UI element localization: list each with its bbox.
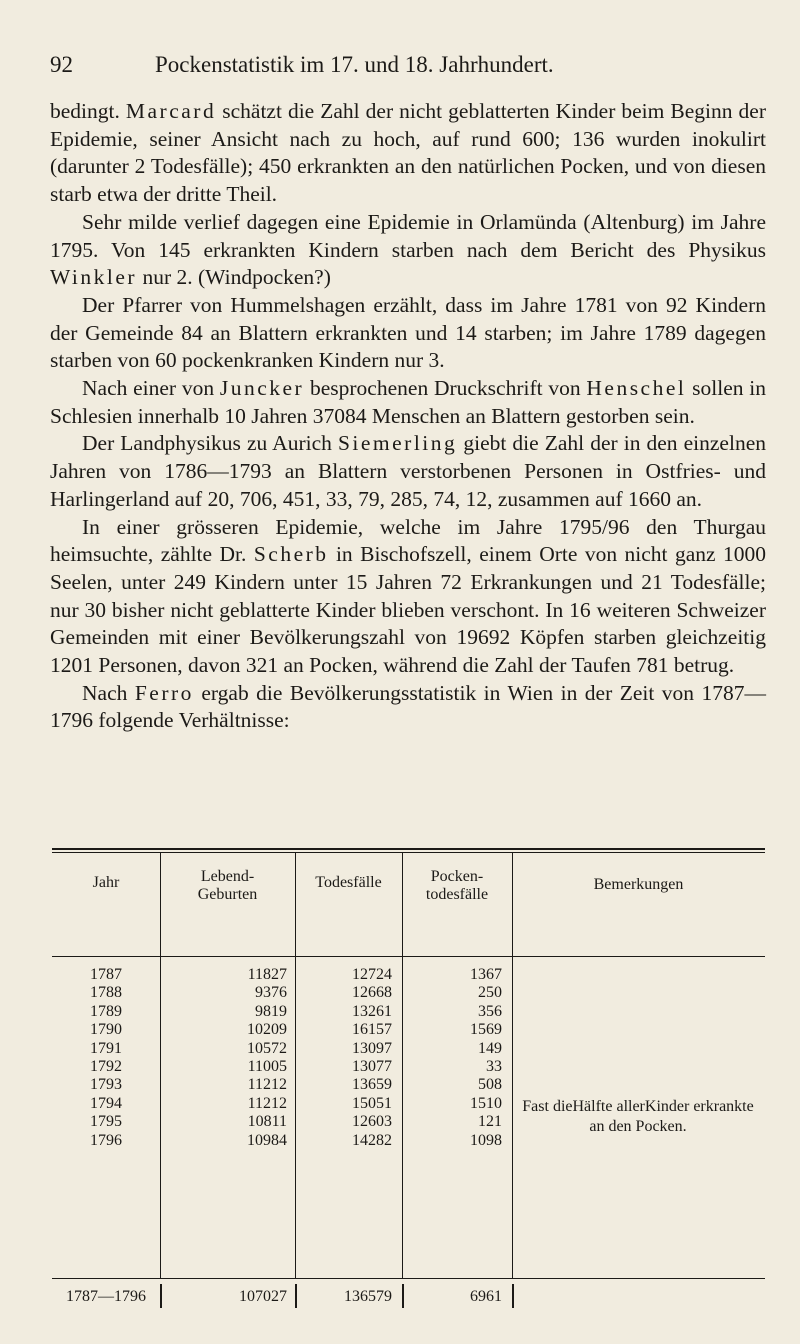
smallpox-deaths-cell: 250	[478, 984, 502, 1002]
total-label: 1787—1796	[66, 1288, 146, 1305]
smallpox-deaths-cell: 1569	[470, 1021, 502, 1039]
paragraph	[50, 430, 766, 513]
births-cell: 9376	[255, 984, 287, 1002]
births-cell: 10984	[247, 1131, 287, 1149]
body-text	[50, 98, 766, 735]
smallpox-deaths-cell: 1510	[470, 1094, 502, 1112]
author-name: Ferro	[134, 680, 194, 705]
table-top-rule	[52, 848, 765, 850]
smallpox-deaths-cell: 121	[478, 1113, 502, 1131]
column-header: Lebend- Geburten	[197, 868, 258, 903]
deaths-cell: 16157	[352, 1021, 392, 1039]
text-run: giebt die Zahl der in den einzelnen Jahren von 1786—1793 an Blattern verstorbenen Personen in Ostfries- und Harlingerland auf 20, 706, 451, 33, 79, 285, 74, 12, zusammen auf 1660 an.	[50, 431, 766, 511]
paragraph	[50, 292, 766, 375]
year-cell: 1790	[90, 1021, 122, 1039]
column-header: Bemerkungen	[593, 876, 684, 893]
paragraph	[50, 680, 766, 735]
births-cell: 10572	[247, 1039, 287, 1057]
births-cell: 10209	[247, 1021, 287, 1039]
text-run: bedingt.	[50, 99, 126, 123]
text-run: Der Landphysikus zu Aurich	[82, 431, 338, 456]
deaths-cell: 12603	[352, 1113, 392, 1131]
smallpox-deaths-cell: 356	[478, 1002, 502, 1020]
smallpox-deaths-cell: 1098	[470, 1131, 502, 1149]
table-header-rule	[52, 956, 765, 957]
text-run: Nach	[82, 680, 135, 705]
births-cell: 10811	[247, 1113, 287, 1131]
text-run: in Bischofszell, einem Orte von nicht ganz 1000 Seelen, unter 249 Kindern unter 15 Jahren 72 Erkrankungen und 21 Todesfälle; nur 30 bisher nicht geblatterte Kinder blieben verschont. In 16 weiteren Schweizer Gemeinden mit einer Bevölkerungszahl von 19692 Köpfen starben gleichzeitig 1201 Personen, davon 321 an Pocken, während die Zahl der Taufen 781 betrug.	[50, 542, 766, 678]
column-header: Pocken- todesfälle	[425, 868, 489, 903]
year-cell: 1794	[90, 1094, 122, 1112]
deaths-cell: 14282	[352, 1131, 392, 1149]
page-number: 92	[50, 52, 73, 77]
deaths-cell: 13097	[352, 1039, 392, 1057]
author-name: Scherb	[253, 542, 329, 567]
text-run: schätzt die Zahl der nicht geblatterten Kinder beim Beginn der Epidemie, seiner Ansicht nach zu hoch, auf rund 600; 136 wurden inokulirt (darunter 2 Todesfälle); 450 erkrankten an den natürlichen Pocken, und von diesen starb etwa der dritte Theil.	[50, 99, 766, 207]
author-name: Henschel	[586, 376, 687, 401]
column-header: Todesfälle	[315, 874, 382, 891]
statistics-table	[52, 848, 765, 1305]
deaths-cell: 13261	[352, 1002, 392, 1020]
paragraph	[50, 98, 766, 209]
text-run: besprochenen Druckschrift von	[304, 376, 587, 401]
text-run: Nach einer von	[82, 376, 220, 401]
total-cell: 107027	[239, 1288, 287, 1305]
year-cell: 1793	[90, 1076, 122, 1094]
text-run: ergab die Bevölkerungsstatistik in Wien in der Zeit von 1787—1796 folgende Verhältnisse:	[50, 680, 766, 733]
deaths-cell: 15051	[352, 1094, 392, 1112]
column-rule	[512, 956, 513, 1278]
page-header	[50, 52, 770, 82]
smallpox-deaths-cell: 33	[486, 1058, 502, 1075]
table-top-rule-thin	[52, 852, 765, 853]
year-cell: 1787	[90, 966, 122, 983]
author-name: Marcard	[125, 99, 217, 123]
text-run: sollen in Schlesien innerhalb 10 Jahren 37084 Menschen an Blattern gestorben sein.	[50, 376, 766, 428]
births-cell: 11212	[247, 1076, 287, 1094]
deaths-cell: 12668	[352, 984, 392, 1002]
running-title: Pockenstatistik im 17. und 18. Jahrhundert.	[155, 52, 554, 77]
births-cell: 9819	[255, 1002, 287, 1020]
deaths-cell: 13659	[352, 1076, 392, 1094]
text-run: Der Pfarrer von Hummelshagen erzählt, dass im Jahre 1781 von 92 Kindern der Gemeinde 84 an Blattern erkrankten und 14 starben; im Jahre 1789 dagegen starben von 60 pockenkranken Kindern nur 3.	[50, 292, 766, 373]
births-cell: 11212	[247, 1094, 287, 1112]
column-rule	[512, 853, 513, 956]
smallpox-deaths-cell: 508	[478, 1076, 502, 1094]
year-cell: 1791	[90, 1039, 122, 1057]
paragraph	[50, 375, 766, 430]
text-run: In einer grösseren Epidemie, welche im Jahre 1795/96 den Thurgau heimsuchte, zählte Dr.	[50, 514, 766, 567]
year-cell: 1795	[90, 1113, 122, 1131]
text-run: nur 2. (Windpocken?)	[137, 265, 331, 290]
author-name: Winkler	[50, 265, 138, 290]
column-rule	[512, 1284, 514, 1308]
paragraph	[50, 209, 766, 292]
births-cell: 11005	[247, 1058, 287, 1075]
year-cell: 1788	[90, 984, 122, 1002]
author-name: Juncker	[219, 376, 305, 401]
smallpox-deaths-cell: 1367	[470, 966, 502, 983]
total-cell: 136579	[344, 1288, 392, 1305]
deaths-cell: 13077	[352, 1058, 392, 1075]
smallpox-deaths-cell: 149	[478, 1039, 502, 1057]
paragraph	[50, 514, 766, 680]
column-header: Jahr	[92, 874, 120, 891]
year-cell: 1789	[90, 1002, 122, 1020]
table-total-rule	[52, 1278, 765, 1279]
year-cell: 1796	[90, 1131, 122, 1149]
text-run: Sehr milde verlief dagegen eine Epidemie in Orlamünda (Altenburg) im Jahre 1795. Von 145 erkrankten Kindern starben nach dem Bericht des Physikus	[50, 209, 766, 262]
column-rule	[295, 853, 296, 956]
year-cell: 1792	[90, 1058, 122, 1075]
total-cell: 6961	[470, 1288, 502, 1305]
births-cell: 11827	[247, 966, 287, 983]
remarks-note: Fast dieHälfte allerKinder erkrankte an den Pocken.	[522, 1097, 754, 1135]
deaths-cell: 12724	[352, 966, 392, 983]
author-name: Siemerling	[337, 431, 458, 456]
